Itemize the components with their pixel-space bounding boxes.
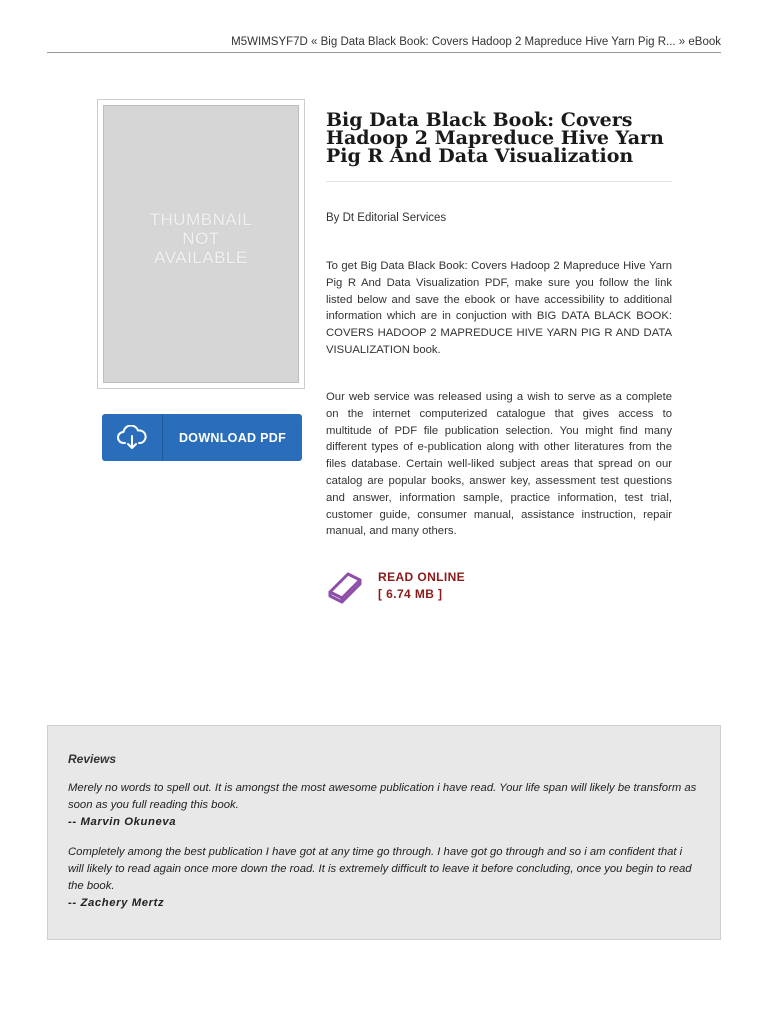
reviews-section — [47, 725, 721, 940]
book-title: Big Data Black Book: Covers Hadoop 2 Mapreduce Hive Yarn Pig R And Data Visualization — [326, 109, 664, 167]
review-text: Merely no words to spell out. It is amongst the most awesome publication i have read. Your life span will likely be transform as soon as you full reading this book. — [68, 782, 697, 811]
review-author: -- Marvin Okuneva — [68, 815, 177, 828]
file-size: [ 6.74 MB ] — [378, 587, 443, 601]
read-online-link[interactable] — [326, 568, 465, 604]
header-divider — [47, 52, 721, 53]
book-author: By Dt Editorial Services — [326, 212, 447, 224]
thumbnail-placeholder — [103, 105, 299, 383]
download-pdf-button[interactable] — [102, 414, 302, 461]
read-online-label: READ ONLINE — [378, 570, 466, 584]
review-item — [68, 844, 700, 911]
thumbnail-text — [104, 210, 298, 267]
description-paragraph: To get Big Data Black Book: Covers Hadoop 2 Mapreduce Hive Yarn Pig R And Data Visualization PDF, make sure you follow the link listed below and save the ebook or have accessibility to additional information which are in conjuction with BIG DATA BLACK BOOK: COVERS HADOOP 2 MAPREDUCE HIVE YARN PIG R AND DATA VISUALIZATION book. — [326, 260, 672, 356]
download-pdf-label: DOWNLOAD PDF — [178, 430, 287, 445]
book-icon — [326, 568, 364, 604]
book-thumbnail — [97, 99, 305, 389]
reviews-heading: Reviews — [68, 752, 117, 766]
thumbnail-line: THUMBNAIL — [149, 210, 253, 229]
service-paragraph: Our web service was released using a wish to serve as a complete on the internet computerized catalogue that gives access to multitude of PDF file publication selection. You might find many different types of e-publication along with other literatures from the files database. Certain well-liked subject areas that spread on our catalog are popular books, answer key, assessment test questions and answer, information sample, practice information, test trial, customer guide, consumer manual, assistance instruction, repair manual, and many others. — [326, 391, 672, 538]
review-item — [68, 780, 700, 830]
review-text: Completely among the best publication I have got at any time go through. I have got go through and so i am confident that i will likely to read again once more down the road. It is extremely difficult to leave it before concluding, once you begin to read the book. — [68, 846, 692, 892]
thumbnail-line: NOT — [182, 229, 220, 248]
cloud-download-icon — [102, 414, 163, 461]
thumbnail-line: AVAILABLE — [154, 248, 248, 267]
title-divider — [326, 181, 672, 182]
document-header: M5WIMSYF7D « Big Data Black Book: Covers Hadoop 2 Mapreduce Hive Yarn Pig R... » eBook — [231, 36, 721, 48]
review-author: -- Zachery Mertz — [68, 896, 165, 909]
